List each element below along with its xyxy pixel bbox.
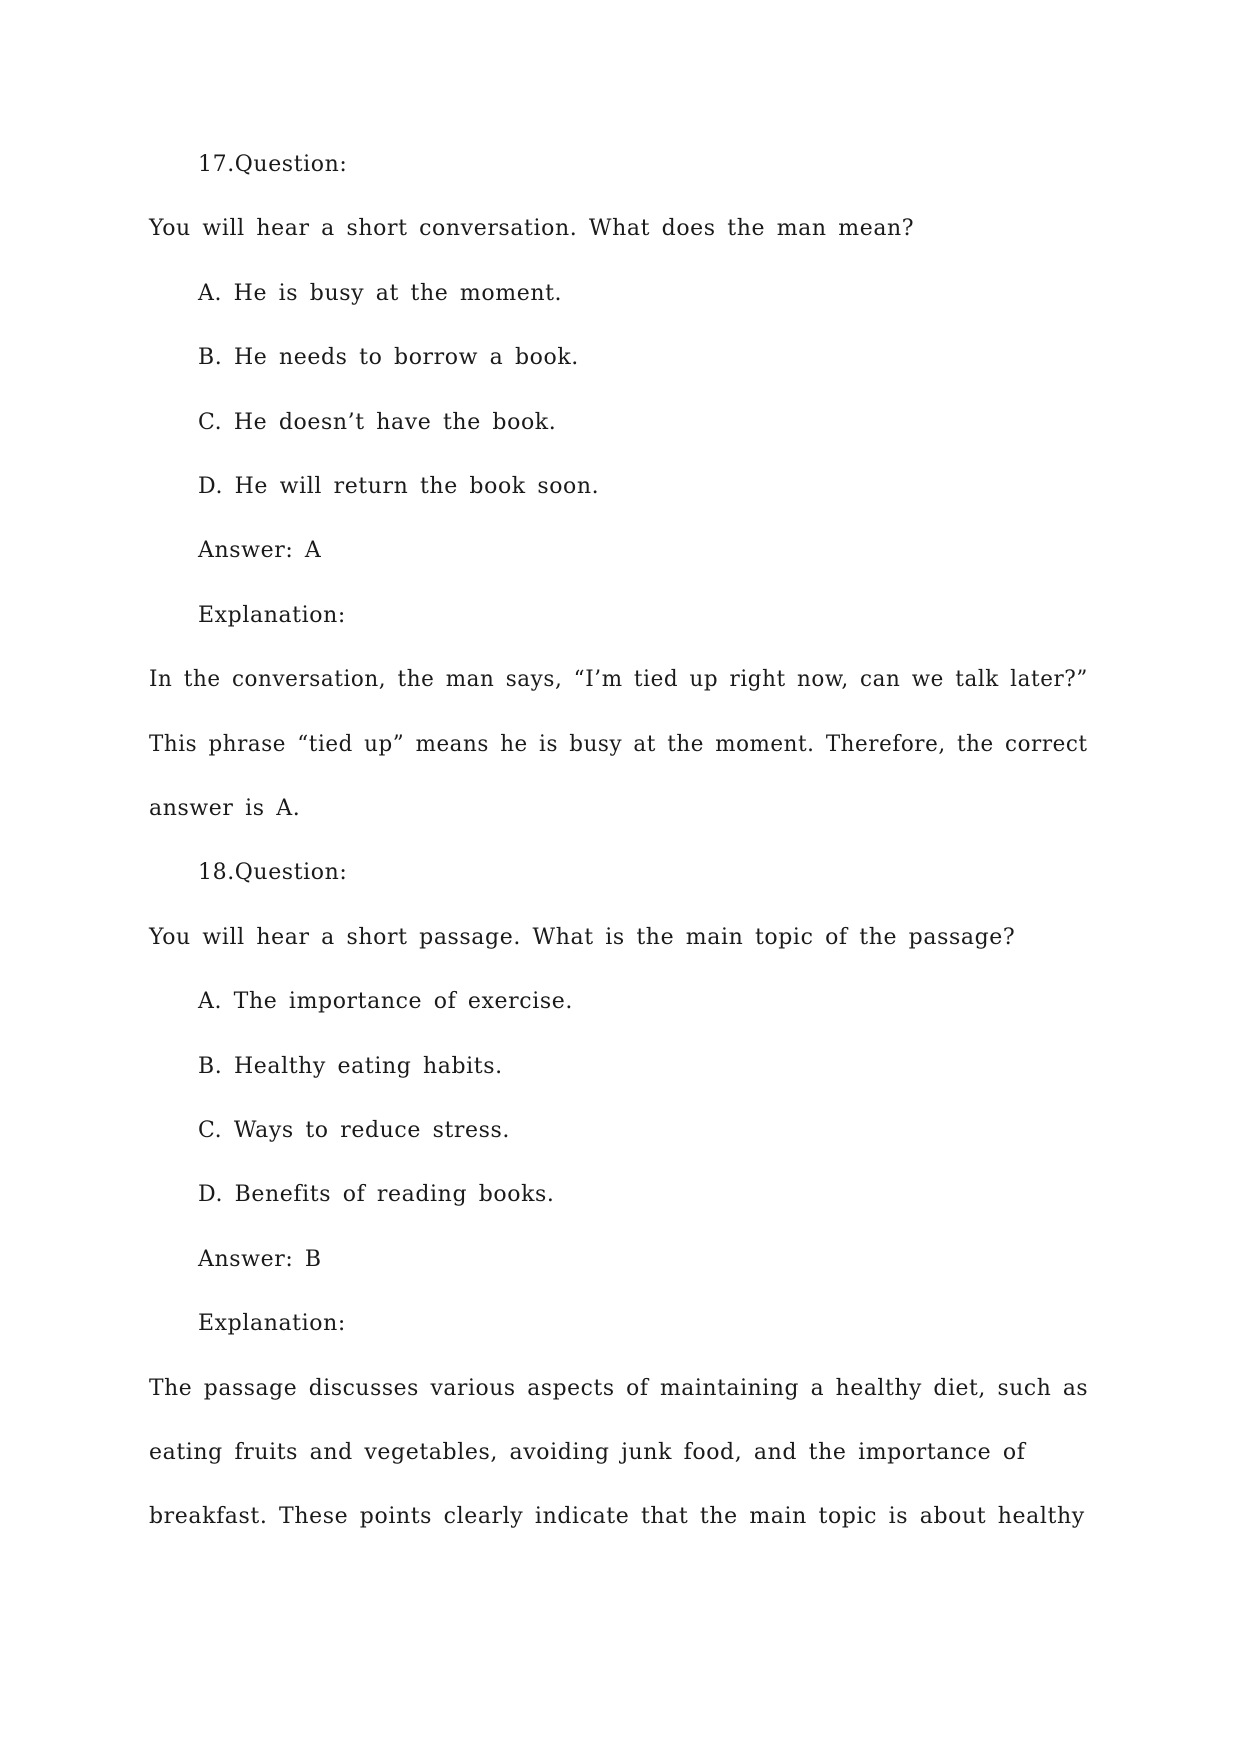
question-18-explanation-line: The passage discusses various aspects of maintaining a healthy diet, such as	[149, 1376, 1089, 1401]
question-18-option-d: D. Benefits of reading books.	[198, 1182, 555, 1207]
question-17-heading: 17.Question:	[198, 152, 348, 177]
question-17-explanation-line: answer is A.	[149, 796, 301, 821]
question-17-option-a: A. He is busy at the moment.	[198, 281, 563, 306]
question-17-option-b: B. He needs to borrow a book.	[198, 345, 579, 370]
question-18-heading: 18.Question:	[198, 860, 348, 885]
question-18-option-b: B. Healthy eating habits.	[198, 1054, 503, 1079]
question-18-option-c: C. Ways to reduce stress.	[198, 1118, 511, 1143]
question-18-explanation-label: Explanation:	[198, 1311, 346, 1336]
question-17-answer: Answer: A	[198, 538, 322, 563]
question-18-explanation-line: breakfast. These points clearly indicate that the main topic is about healthy	[149, 1504, 1085, 1529]
question-17-explanation-line: This phrase “tied up” means he is busy at the moment. Therefore, the correct	[149, 732, 1088, 757]
question-18-prompt: You will hear a short passage. What is the main topic of the passage?	[149, 925, 1016, 950]
question-18-explanation-line: eating fruits and vegetables, avoiding junk food, and the importance of	[149, 1440, 1026, 1465]
question-18-option-a: A. The importance of exercise.	[198, 989, 573, 1014]
question-18-answer: Answer: B	[198, 1247, 322, 1272]
question-17-prompt: You will hear a short conversation. What does the man mean?	[149, 216, 915, 241]
question-17-explanation-label: Explanation:	[198, 603, 346, 628]
question-17-option-c: C. He doesn’t have the book.	[198, 410, 557, 435]
question-17-option-d: D. He will return the book soon.	[198, 474, 600, 499]
question-17-explanation-line: In the conversation, the man says, “I’m tied up right now, can we talk later?”	[149, 667, 1088, 692]
